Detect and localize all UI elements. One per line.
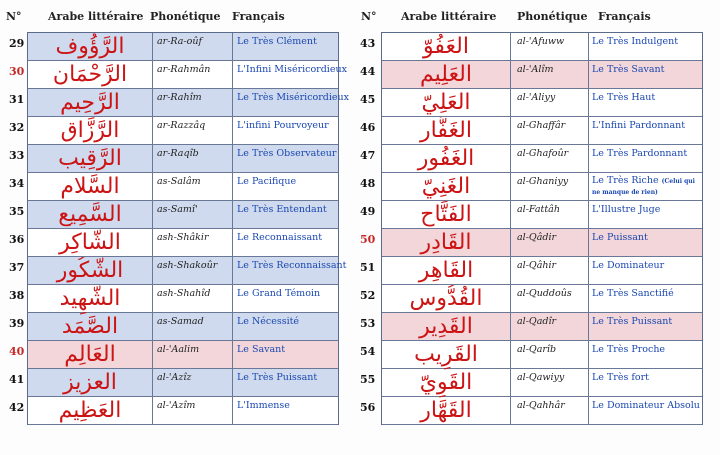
phonetic-name: al-Qahhâr <box>517 400 565 411</box>
row-number: 38 <box>9 289 25 302</box>
french-name <box>237 145 336 173</box>
french-name-text: Le Dominateur Absolu <box>592 400 700 411</box>
phonetic-name: as-Salâm <box>157 176 201 187</box>
phonetic-name: al-'Alîm <box>517 64 554 75</box>
french-name-text: Le Reconnaissant <box>237 232 323 243</box>
arabic-name: العَلِيّ <box>421 90 471 115</box>
phonetic-name: ash-Shakoûr <box>157 260 218 271</box>
phonetic-name: ash-Shahîd <box>157 288 211 299</box>
french-name-text: Le Très Sanctifié <box>592 288 674 299</box>
header-arabic: Arabe littéraire <box>401 10 497 23</box>
arabic-name: الرَّقِيب <box>58 146 122 171</box>
arabic-name: العَلِيم <box>420 62 472 87</box>
french-name-text: Le Très Puissant <box>237 372 318 383</box>
phonetic-name: as-Samî' <box>157 204 198 215</box>
arabic-name: القَاهِر <box>418 258 474 283</box>
row-number: 45 <box>360 93 376 106</box>
table-row <box>9 61 347 89</box>
french-name <box>592 229 648 257</box>
header-arabic: Arabe littéraire <box>48 10 144 23</box>
arabic-name: الغَفُور <box>417 146 475 171</box>
french-name <box>237 313 299 341</box>
table-row <box>9 397 338 425</box>
phonetic-name: ar-Rahîm <box>157 92 202 103</box>
table-row <box>360 89 702 117</box>
french-name <box>592 61 664 89</box>
french-name <box>592 33 678 61</box>
arabic-name: العزيز <box>63 370 117 395</box>
arabic-name: القَادِر <box>420 230 472 255</box>
col-divider <box>232 33 233 424</box>
row-number: 49 <box>360 205 376 218</box>
arabic-name: الشَّكُور <box>56 258 124 283</box>
arabic-name: القَرِيب <box>414 342 478 367</box>
french-name <box>237 369 317 397</box>
french-name-text: Le Très Pardonnant <box>592 148 688 159</box>
table-row <box>360 117 702 145</box>
row-number: 48 <box>360 177 376 190</box>
arabic-name: العَفُوّ <box>423 34 469 59</box>
french-name-text: Le Très Savant <box>592 64 665 75</box>
french-name <box>237 285 320 313</box>
table-row <box>9 201 338 229</box>
table-row <box>9 89 349 117</box>
row-number: 43 <box>360 37 376 50</box>
french-name-text: Le Nécessité <box>237 316 300 327</box>
right-header <box>355 0 720 30</box>
col-divider <box>510 33 511 424</box>
arabic-name: الصَّمَد <box>61 314 119 339</box>
row-number: 29 <box>9 37 25 50</box>
phonetic-name: al-'Azîm <box>157 400 196 411</box>
french-name-text: L'Infini Miséricordieux <box>237 64 347 75</box>
table-row <box>360 173 702 201</box>
french-name-text: Le Très Clément <box>237 36 317 47</box>
phonetic-name: al-Ghaniyy <box>517 176 569 187</box>
french-name-text: Le Très Haut <box>592 92 656 103</box>
french-name-text: Le Très Indulgent <box>592 36 679 47</box>
french-name <box>237 173 296 201</box>
header-num: N° <box>361 10 377 23</box>
row-number: 47 <box>360 149 376 162</box>
table-row <box>9 173 338 201</box>
french-name <box>592 176 704 204</box>
phonetic-name: al-'Azîz <box>157 372 192 383</box>
row-number: 42 <box>9 401 25 414</box>
french-name <box>592 201 660 229</box>
phonetic-name: ar-Raqîb <box>157 148 199 159</box>
table-row <box>9 257 347 285</box>
french-note: (Celui qui ne manque de rien) <box>592 178 695 196</box>
table-row <box>360 201 702 229</box>
french-name <box>237 61 347 89</box>
phonetic-name: al-Qâhir <box>517 260 557 271</box>
phonetic-name: al-Qadîr <box>517 316 557 327</box>
french-name <box>237 229 322 257</box>
table-row <box>360 285 702 313</box>
row-number: 33 <box>9 149 25 162</box>
french-name <box>592 285 674 313</box>
phonetic-name: al-Qarîb <box>517 344 557 355</box>
french-name-text: L'infini Pourvoyeur <box>237 120 329 131</box>
french-name <box>592 397 700 425</box>
header-french: Français <box>232 10 285 23</box>
table-row <box>360 341 702 369</box>
row-number: 51 <box>360 261 376 274</box>
french-name <box>237 341 285 369</box>
table-row <box>9 341 338 369</box>
phonetic-name: ar-Rahmân <box>157 64 211 75</box>
french-name-text: L'Infini Pardonnant <box>592 120 686 131</box>
header-phonetic: Phonétique <box>150 10 221 23</box>
french-name-text: Le Très Observateur <box>237 148 337 159</box>
table-row <box>9 369 338 397</box>
arabic-name: السَّمِيع <box>58 202 122 227</box>
phonetic-name: al-'Aalim <box>157 344 200 355</box>
french-name <box>237 257 346 285</box>
row-number: 52 <box>360 289 376 302</box>
arabic-name: الفَتَّاح <box>420 202 472 227</box>
arabic-name: الغَفَّار <box>420 118 472 143</box>
row-number: 32 <box>9 121 25 134</box>
phonetic-name: ar-Ra-oûf <box>157 36 203 47</box>
phonetic-name: al-Qawiyy <box>517 372 565 383</box>
table-row <box>9 229 338 257</box>
row-number: 40 <box>9 345 25 358</box>
row-number: 34 <box>9 177 25 190</box>
table-row <box>360 145 702 173</box>
french-name-text: L'Illustre Juge <box>592 204 661 215</box>
french-name <box>237 201 327 229</box>
row-number: 56 <box>360 401 376 414</box>
row-number: 37 <box>9 261 25 274</box>
row-number: 50 <box>360 233 376 246</box>
row-number: 41 <box>9 373 25 386</box>
french-name <box>592 341 665 369</box>
col-divider <box>588 33 589 424</box>
table-row <box>360 369 702 397</box>
french-name-text: Le Très Proche <box>592 344 666 355</box>
arabic-name: الرَّحِيم <box>60 90 120 115</box>
french-name-text: Le Très Riche <box>592 175 659 186</box>
french-name-text: Le Savant <box>237 344 286 355</box>
phonetic-name: al-Ghafoûr <box>517 148 569 159</box>
phonetic-name: ash-Shâkir <box>157 232 209 243</box>
french-name-text: Le Dominateur <box>592 260 665 271</box>
arabic-name: الرَّزَّاق <box>60 118 120 143</box>
left-header <box>0 0 345 30</box>
right-names-table <box>360 32 703 425</box>
table-row <box>360 397 702 425</box>
phonetic-name: al-'Afuww <box>517 36 565 47</box>
arabic-name: الرَّحْمَان <box>52 62 128 87</box>
arabic-name: القَهَّار <box>420 398 472 423</box>
french-name-text: Le Très Puissant <box>592 316 673 327</box>
french-name <box>592 145 687 173</box>
arabic-name: القُدُّوس <box>409 286 483 311</box>
arabic-name: الشَّهِيد <box>59 286 121 311</box>
arabic-name: القَوِيّ <box>419 370 473 395</box>
col-divider <box>152 33 153 424</box>
left-names-table <box>9 32 349 425</box>
table-row <box>360 229 702 257</box>
header-phonetic: Phonétique <box>517 10 588 23</box>
row-number: 35 <box>9 205 25 218</box>
table-row <box>9 313 338 341</box>
french-name-text: Le Très fort <box>592 372 649 383</box>
table-row <box>360 313 702 341</box>
arabic-name: الشَّاكِر <box>59 230 121 255</box>
french-name-text: Le Très Entendant <box>237 204 327 215</box>
phonetic-name: al-Qâdir <box>517 232 557 243</box>
phonetic-name: al-Fattâh <box>517 204 560 215</box>
french-name <box>592 257 664 285</box>
phonetic-name: as-Samad <box>157 316 204 327</box>
table-row <box>9 117 338 145</box>
french-name-text: Le Pacifique <box>237 176 297 187</box>
row-number: 54 <box>360 345 376 358</box>
row-number: 39 <box>9 317 25 330</box>
french-name <box>237 397 290 425</box>
row-number: 55 <box>360 373 376 386</box>
phonetic-name: al-Quddoûs <box>517 288 572 299</box>
french-name-text: Le Puissant <box>592 232 648 243</box>
french-name-text: Le Très Reconnaissant <box>237 260 347 271</box>
french-name-text: Le Grand Témoin <box>237 288 321 299</box>
french-name <box>592 117 685 145</box>
french-name-text: L'Immense <box>237 400 290 411</box>
table-row <box>360 257 702 285</box>
french-name <box>237 33 317 61</box>
header-french: Français <box>598 10 651 23</box>
row-number: 53 <box>360 317 376 330</box>
row-number: 46 <box>360 121 376 134</box>
arabic-name: العَالِم <box>64 342 116 367</box>
french-name <box>592 313 672 341</box>
phonetic-name: al-Ghaffâr <box>517 120 566 131</box>
row-number: 36 <box>9 233 25 246</box>
french-name <box>592 89 655 117</box>
table-row <box>360 33 702 61</box>
arabic-name: القَدِير <box>419 314 473 339</box>
phonetic-name: al-'Aliyy <box>517 92 556 103</box>
french-name <box>237 117 329 145</box>
table-row <box>9 33 338 61</box>
arabic-name: الرَّؤُوف <box>55 34 125 59</box>
phonetic-name: ar-Razzâq <box>157 120 206 131</box>
arabic-name: السَّلام <box>60 174 120 199</box>
row-number: 31 <box>9 93 25 106</box>
french-name <box>237 89 349 117</box>
table-row <box>9 145 338 173</box>
table-row <box>9 285 338 313</box>
row-number: 44 <box>360 65 376 78</box>
arabic-name: الغَنِيّ <box>421 174 471 199</box>
french-name-text: Le Très Miséricordieux <box>237 92 349 103</box>
table-row <box>360 61 702 89</box>
header-num: N° <box>6 10 22 23</box>
arabic-name: العَظِيم <box>58 398 122 423</box>
french-name <box>592 369 649 397</box>
row-number: 30 <box>9 65 25 78</box>
